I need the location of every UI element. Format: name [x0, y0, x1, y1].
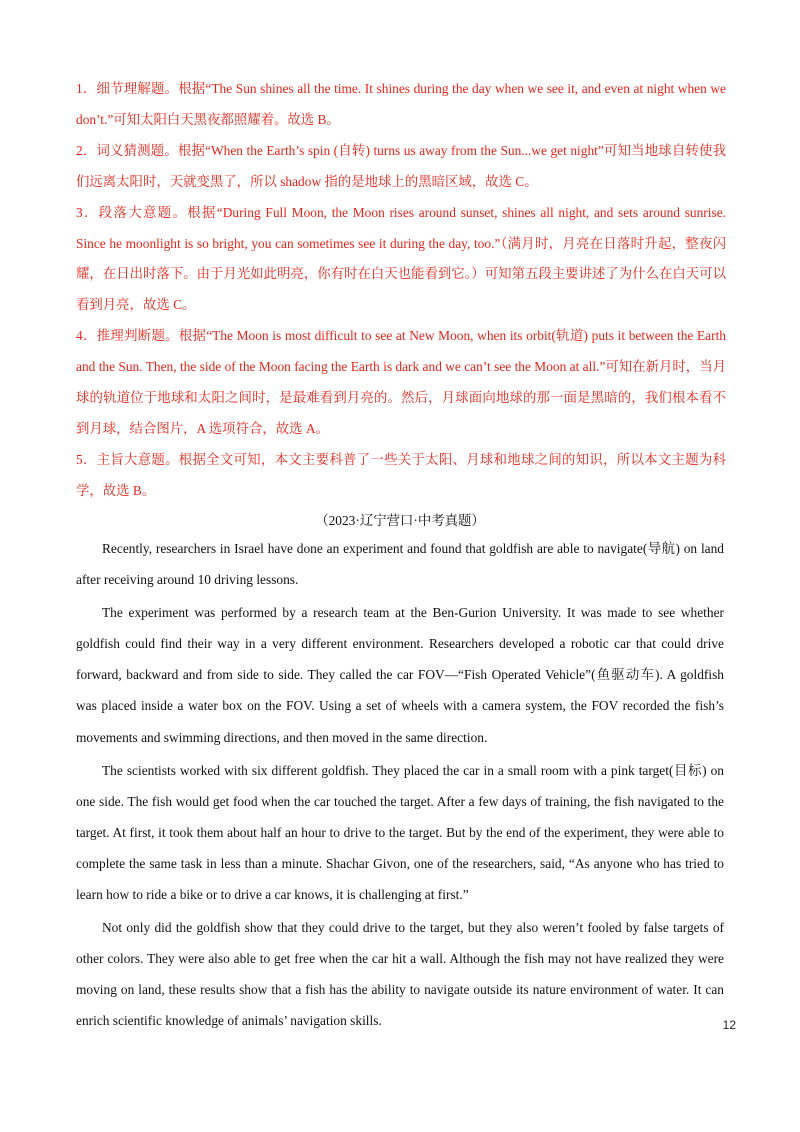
- answer-5: 5．主旨大意题。根据全文可知，本文主要科普了一些关于太阳、月球和地球之间的知识，所以本文主题为科学，故选 B。: [76, 451, 726, 498]
- answer-explanations: [76, 74, 726, 507]
- answer-2: 2．词义猜测题。根据“When the Earth’s spin (自转) turns us away from the Sun...we get night”可知当地球自转使我们远离太阳时，天就变黑了，所以 shadow 指的是地球上的黑暗区域，故选 C。: [76, 142, 726, 189]
- answer-1: 1．细节理解题。根据“The Sun shines all the time. It shines during the day when we see it, and even at night when we don’t.”可知太阳白天黑夜都照耀着。故选 B。: [76, 81, 726, 127]
- passage-paragraph-4: Not only did the goldfish show that they could drive to the target, but they also weren’t fooled by false targets of other colors. They were also able to get free when the car hit a wall. Although the fish may not have realized they were moving on land, these results show that a fish has the ability to navigate outside its nature environment of water. It can enrich scientific knowledge of animals’ navigation skills.: [76, 920, 724, 1029]
- answer-3: 3．段落大意题。根据“During Full Moon, the Moon rises around sunset, shines all night, and sets around sunrise. Since he moonlight is so bright, you can sometimes see it during the day, too.”（满月时，月亮在日落时升起，整夜闪耀，在日出时落下。由于月光如此明亮，你有时在白天也能看到它。）可知第五段主要讲述了为什么在白天可以看到月亮，故选 C。: [76, 204, 726, 313]
- exam-source-heading: （2023·辽宁营口·中考真题）: [315, 513, 485, 528]
- page-number: 12: [722, 1018, 736, 1032]
- answer-4: 4．推理判断题。根据“The Moon is most difficult to see at New Moon, when its orbit(轨道) puts it between the Earth and the Sun. Then, the side of the Moon facing the Earth is dark and we can’t see the Moon at all.”可知在新月时，当月球的轨道位于地球和太阳之间时，是最难看到月亮的。然后，月球面向地球的那一面是黑暗的，我们根本看不到月球，结合图片，A 选项符合，故选 A。: [76, 328, 726, 436]
- reading-passage: [76, 533, 724, 1039]
- passage-paragraph-1: Recently, researchers in Israel have done an experiment and found that goldfish are able to navigate(导航) on land after receiving around 10 driving lessons.: [76, 541, 724, 588]
- passage-paragraph-3: The scientists worked with six different goldfish. They placed the car in a small room with a pink target(目标) on one side. The fish would get food when the car touched the target. After a few days of training, the fish navigated to the target. At first, it took them about half an hour to drive to the target. But by the end of the experiment, they were able to complete the same task in less than a minute. Shachar Givon, one of the researchers, said, “As anyone who has tried to learn how to ride a bike or to drive a car knows, it is challenging at first.”: [76, 762, 724, 903]
- passage-paragraph-2: The experiment was performed by a research team at the Ben-Gurion University. It was made to see whether goldfish could find their way in a very different environment. Researchers developed a robotic car that could drive forward, backward and from side to side. They called the car FOV—“Fish Operated Vehicle”(鱼驱动车). A goldfish was placed inside a water box on the FOV. Using a set of wheels with a camera system, the FOV recorded the fish’s movements and swimming directions, and then moved in the same direction.: [76, 605, 724, 745]
